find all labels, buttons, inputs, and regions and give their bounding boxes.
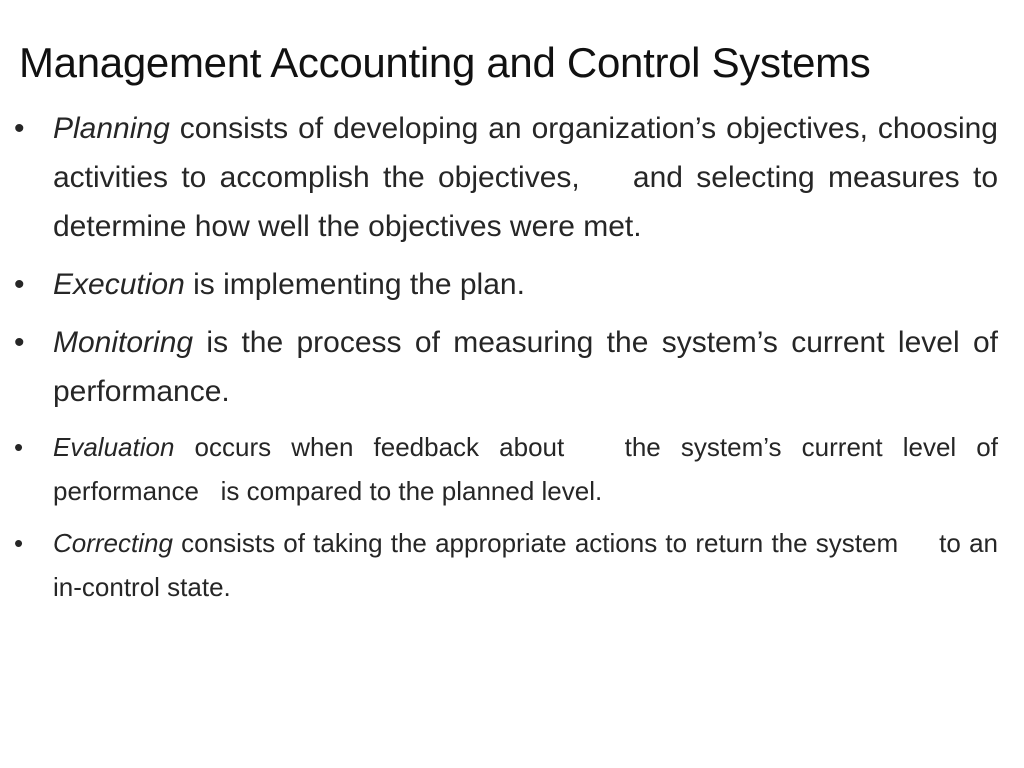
bullet-execution xyxy=(14,260,998,309)
bullet-dot-icon: • xyxy=(14,268,25,301)
bullet-term: Execution xyxy=(53,268,185,301)
bullet-monitoring xyxy=(14,318,1007,416)
bullet-correcting xyxy=(14,521,1006,609)
bullet-text: is implementing the plan. xyxy=(184,268,525,301)
bullet-term: Correcting xyxy=(53,528,173,558)
bullet-evaluation xyxy=(14,425,1006,513)
bullet-term: Planning xyxy=(53,112,170,145)
slide-title: Management Accounting and Control Systems xyxy=(19,39,871,86)
bullet-text: consists of taking the appropriate actions to return the system to an in-control state. xyxy=(53,528,1006,602)
bullet-term: Monitoring xyxy=(53,326,194,359)
bullet-text: consists of developing an organization’s objectives, choosing activities to accomplish the objectives, and selecting measures to determine how well the objectives were met. xyxy=(53,112,1007,243)
bullet-text: is the process of measuring the system’s current level of performance. xyxy=(53,326,1007,408)
bullet-list xyxy=(14,104,1007,617)
bullet-term: Evaluation xyxy=(53,432,175,462)
bullet-dot-icon: • xyxy=(14,326,25,359)
bullet-dot-icon: • xyxy=(14,112,25,145)
bullet-text: occurs when feedback about the system’s current level of performance is compared to the planned level. xyxy=(53,432,1006,506)
bullet-dot-icon: • xyxy=(14,432,24,462)
bullet-dot-icon: • xyxy=(14,528,24,558)
bullet-planning xyxy=(14,104,1007,251)
